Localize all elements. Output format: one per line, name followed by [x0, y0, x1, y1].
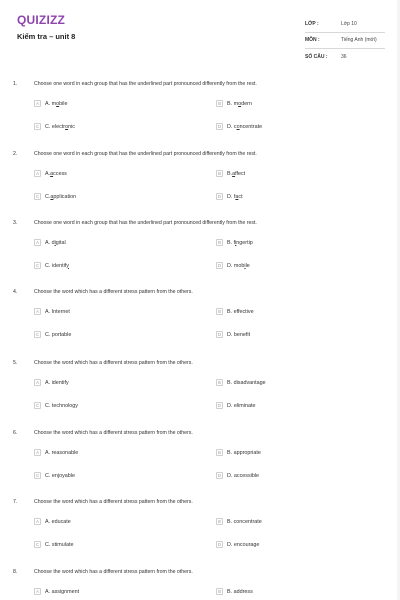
option-label-rest: ccess — [53, 170, 67, 177]
option-letter-box: D — [217, 542, 222, 547]
option-letter-box: A — [34, 588, 41, 595]
answer-option-d[interactable] — [216, 331, 250, 338]
answer-option-d[interactable] — [216, 472, 259, 479]
answer-option-b[interactable] — [216, 379, 266, 386]
question-number: 2. — [13, 151, 18, 157]
answer-option-d[interactable] — [216, 262, 250, 269]
answer-option-d[interactable] — [216, 541, 259, 548]
option-label: C. enjoyable — [45, 472, 75, 479]
option-label: B. concentrate — [227, 518, 262, 525]
option-letter-box: B — [216, 308, 223, 315]
option-label: C. technology — [45, 402, 78, 409]
question-number: 4. — [13, 289, 18, 295]
option-letter-box: B — [216, 239, 223, 246]
underlined-letters: o — [238, 100, 242, 107]
option-label: C. portable — [45, 331, 72, 338]
answer-option-c[interactable] — [34, 541, 73, 548]
option-letter-box: D — [217, 263, 222, 268]
quizizz-logo: QUIZIZZ — [17, 13, 66, 27]
underlined-letters: a — [50, 193, 54, 200]
underlined-letters: o — [65, 123, 69, 130]
option-label: B. disadvantage — [227, 379, 266, 386]
underlined-letters: i — [54, 239, 56, 246]
option-label: C. stimulate — [45, 541, 74, 548]
underlined-letters: a — [50, 170, 54, 177]
option-letter-box: C — [35, 542, 40, 547]
option-label: A. Internet — [45, 308, 70, 315]
underlined-letters: y — [66, 262, 69, 269]
option-label: D. f — [227, 193, 236, 200]
option-label: D. c — [227, 123, 237, 130]
option-label: A. educate — [45, 518, 71, 525]
answer-option-a[interactable] — [34, 170, 67, 177]
option-letter-box: A — [34, 379, 41, 386]
option-label: B. effective — [227, 308, 254, 315]
question-text: Choose the word which has a different stress pattern from the others. — [34, 569, 193, 575]
question-text: Choose the word which has a different stress pattern from the others. — [34, 289, 193, 295]
option-letter-box: A — [34, 100, 41, 107]
option-letter-box: B — [216, 588, 223, 595]
answer-option-b[interactable] — [216, 588, 253, 595]
answer-option-c[interactable] — [34, 123, 75, 130]
option-letter-box: A — [34, 518, 41, 525]
option-letter-box: C — [35, 403, 40, 408]
meta-row-class — [305, 16, 385, 33]
option-letter-box: A — [34, 239, 41, 246]
question-text: Choose one word in each group that has the underlined part pronounced differently from the rest. — [34, 81, 257, 87]
question-text: Choose the word which has a different stress pattern from the others. — [34, 360, 193, 366]
option-letter-box: D — [217, 332, 222, 337]
option-label: B. appropriate — [227, 449, 261, 456]
meta-key: MÔN : — [305, 37, 320, 44]
answer-option-b[interactable] — [216, 100, 252, 107]
option-label-rest: ffect — [235, 170, 246, 177]
underlined-letters: o — [56, 100, 60, 107]
question-text: Choose the word which has a different stress pattern from the others. — [34, 430, 193, 436]
answer-option-d[interactable] — [216, 193, 243, 200]
option-letter-box: B — [216, 379, 223, 386]
underlined-letters: o — [236, 123, 240, 130]
question-text: Choose the word which has a different stress pattern from the others. — [34, 499, 193, 505]
meta-row-count — [305, 49, 385, 65]
option-letter-box: D — [217, 473, 222, 478]
answer-option-b[interactable] — [216, 170, 245, 177]
option-label-rest: ncentrate — [239, 123, 263, 130]
option-label: A. identify — [45, 379, 69, 386]
option-letter-box: B — [216, 100, 223, 107]
underlined-letters: i — [235, 239, 237, 246]
answer-option-a[interactable] — [34, 308, 70, 315]
meta-value: Lớp 10 — [341, 20, 357, 27]
option-label: A. — [45, 170, 51, 177]
option-letter-box: C — [35, 473, 40, 478]
option-label: C. electr — [45, 123, 66, 130]
answer-option-b[interactable] — [216, 239, 253, 246]
question-number: 3. — [13, 220, 18, 226]
option-letter-box: A — [34, 308, 41, 315]
answer-option-c[interactable] — [34, 402, 78, 409]
option-letter-box: A — [34, 449, 41, 456]
page-title: Kiểm tra – unit 8 — [17, 32, 76, 41]
option-label-rest: bile — [59, 100, 68, 107]
option-label: A. d — [45, 239, 55, 246]
answer-option-a[interactable] — [34, 100, 68, 107]
option-label: C. — [45, 193, 51, 200]
answer-option-a[interactable] — [34, 379, 69, 386]
option-label: A. m — [45, 100, 57, 107]
meta-value: 36 — [341, 53, 347, 60]
answer-option-c[interactable] — [34, 331, 71, 338]
option-label: D. eliminate — [227, 402, 256, 409]
underlined-letters: a — [235, 193, 239, 200]
option-label: D. accessible — [227, 472, 260, 479]
option-letter-box: B — [216, 518, 223, 525]
question-number: 8. — [13, 569, 18, 575]
underlined-letters: i — [244, 262, 246, 269]
answer-option-c[interactable] — [34, 262, 69, 269]
option-label-rest: ct — [238, 193, 243, 200]
option-letter-box: C — [35, 332, 40, 337]
option-letter-box: D — [217, 194, 222, 199]
option-letter-box: C — [35, 124, 40, 129]
answer-option-d[interactable] — [216, 123, 262, 130]
question-number: 7. — [13, 499, 18, 505]
answer-option-a[interactable] — [34, 518, 71, 525]
option-letter-box: B — [216, 170, 223, 177]
option-label: A. reasonable — [45, 449, 79, 456]
answer-option-b[interactable] — [216, 308, 254, 315]
meta-value: Tiếng Anh (mới) — [341, 37, 377, 44]
option-label-rest: gital — [55, 239, 66, 246]
meta-row-subject — [305, 33, 385, 50]
answer-option-a[interactable] — [34, 239, 66, 246]
question-text: Choose one word in each group that has the underlined part pronounced differently from the rest. — [34, 220, 257, 226]
option-label: B. address — [227, 588, 253, 595]
answer-option-b[interactable] — [216, 449, 261, 456]
underlined-letters: a — [232, 170, 236, 177]
option-letter-box: B — [216, 449, 223, 456]
option-label-rest: le — [245, 262, 250, 269]
option-label-rest: nic — [68, 123, 75, 130]
option-label: A. assignment — [45, 588, 80, 595]
option-label: C. identif — [45, 262, 67, 269]
option-label-rest: dern — [241, 100, 252, 107]
option-label: B. f — [227, 239, 236, 246]
meta-key: SỐ CÂU : — [305, 53, 328, 60]
option-label: D. mob — [227, 262, 245, 269]
option-label-rest: pplication — [53, 193, 77, 200]
option-label-rest: ngertip — [236, 239, 253, 246]
option-label: D. encourage — [227, 541, 260, 548]
option-letter-box: D — [217, 124, 222, 129]
answer-option-c[interactable] — [34, 193, 76, 200]
option-letter-box: C — [35, 194, 40, 199]
option-letter-box: A — [34, 170, 41, 177]
option-letter-box: C — [35, 263, 40, 268]
option-label: B. — [227, 170, 233, 177]
meta-panel — [305, 16, 385, 65]
answer-option-d[interactable] — [216, 402, 255, 409]
answer-option-a[interactable] — [34, 449, 78, 456]
option-label: D. benefit — [227, 331, 251, 338]
question-number: 6. — [13, 430, 18, 436]
answer-option-c[interactable] — [34, 472, 75, 479]
question-text: Choose one word in each group that has the underlined part pronounced differently from the rest. — [34, 151, 257, 157]
meta-key: LỚP : — [305, 20, 319, 27]
question-number: 1. — [13, 81, 18, 87]
option-letter-box: D — [217, 403, 222, 408]
answer-option-a[interactable] — [34, 588, 79, 595]
option-label: B. m — [227, 100, 239, 107]
question-number: 5. — [13, 360, 18, 366]
answer-option-b[interactable] — [216, 518, 262, 525]
